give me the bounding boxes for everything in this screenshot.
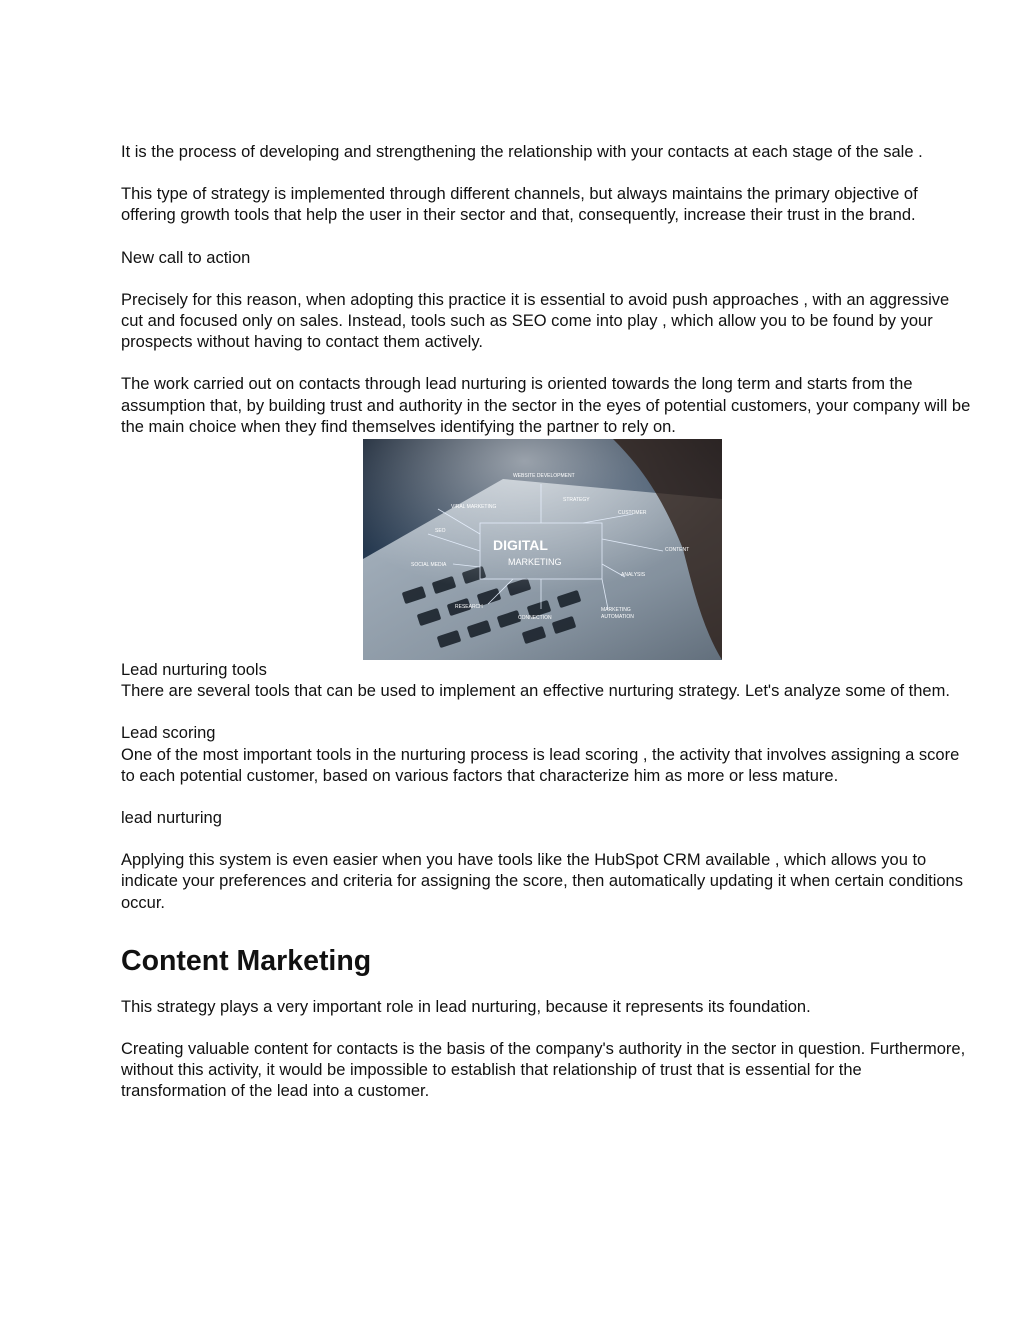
- image-title-marketing: MARKETING: [508, 557, 562, 568]
- image-title-digital: DIGITAL: [493, 537, 548, 554]
- label-customer: CUSTOMER: [618, 510, 647, 517]
- heading-lead-scoring: Lead scoring: [121, 724, 216, 743]
- label-automation-1: MARKETING: [601, 607, 631, 614]
- paragraph-push-approaches: Precisely for this reason, when adopting this practice it is essential to avoid push approaches , with an aggressive cut and focused only on sales. Instead, tools such as SEO come into play , which allow you to be found by your prospects without having to contact them actively.: [121, 290, 950, 352]
- label-research: RESEARCH: [455, 604, 483, 611]
- label-content: CONTENT: [665, 547, 690, 554]
- label-viral: VIRAL MARKETING: [451, 504, 497, 511]
- text-lead-nurturing: lead nurturing: [121, 809, 222, 828]
- digital-marketing-image: [363, 439, 722, 660]
- label-website: WEBSITE DEVELOPMENT: [513, 473, 575, 480]
- label-automation-2: AUTOMATION: [601, 614, 634, 621]
- paragraph-strategy: This type of strategy is implemented through different channels, but always maintains the primary objective of offering growth tools that help the user in their sector and that, consequently, increase their trust in the brand.: [121, 185, 918, 225]
- heading-content-marketing: Content Marketing: [121, 944, 372, 977]
- paragraph-valuable-content: Creating valuable content for contacts is the basis of the company's authority in the sector in question. Furthermore, without this activity, it would be impossible to establish that relationship of trust that is essential for the transformation of the lead into a customer.: [121, 1040, 966, 1101]
- paragraph-content-foundation: This strategy plays a very important role in lead nurturing, because it represents its foundation.: [121, 997, 811, 1016]
- paragraph-hubspot: Applying this system is even easier when you have tools like the HubSpot CRM available , which allows you to indicate your preferences and criteria for assigning the score, then automatically updating it when certain conditions occur.: [121, 851, 963, 912]
- paragraph-lead-scoring: One of the most important tools in the nurturing process is lead scoring , the activity that involves assigning a score to each potential customer, based on various factors that characterize him as more or less mature.: [121, 745, 960, 785]
- label-analysis: ANALYSIS: [621, 572, 646, 579]
- label-social: SOCIAL MEDIA: [411, 562, 447, 569]
- paragraph-definition: It is the process of developing and strengthening the relationship with your contacts at each stage of the sale .: [121, 143, 923, 161]
- label-seo: SEO: [435, 528, 446, 535]
- heading-lead-nurturing-tools: Lead nurturing tools: [121, 661, 267, 680]
- paragraph-long-term: The work carried out on contacts through lead nurturing is oriented towards the long term and starts from the assumption that, by building trust and authority in the sector in the eyes of potential customers, your company will be the main choice when they find themselves identifying the partner to rely on.: [121, 375, 971, 436]
- label-strategy: STRATEGY: [563, 497, 590, 504]
- digital-marketing-illustration: [363, 439, 722, 660]
- label-connection: CONNECTION: [518, 615, 552, 622]
- call-to-action-text: New call to action: [121, 248, 251, 267]
- paragraph-tools-intro: There are several tools that can be used to implement an effective nurturing strategy. Let's analyze some of them.: [121, 682, 950, 701]
- document-body: [121, 142, 971, 1103]
